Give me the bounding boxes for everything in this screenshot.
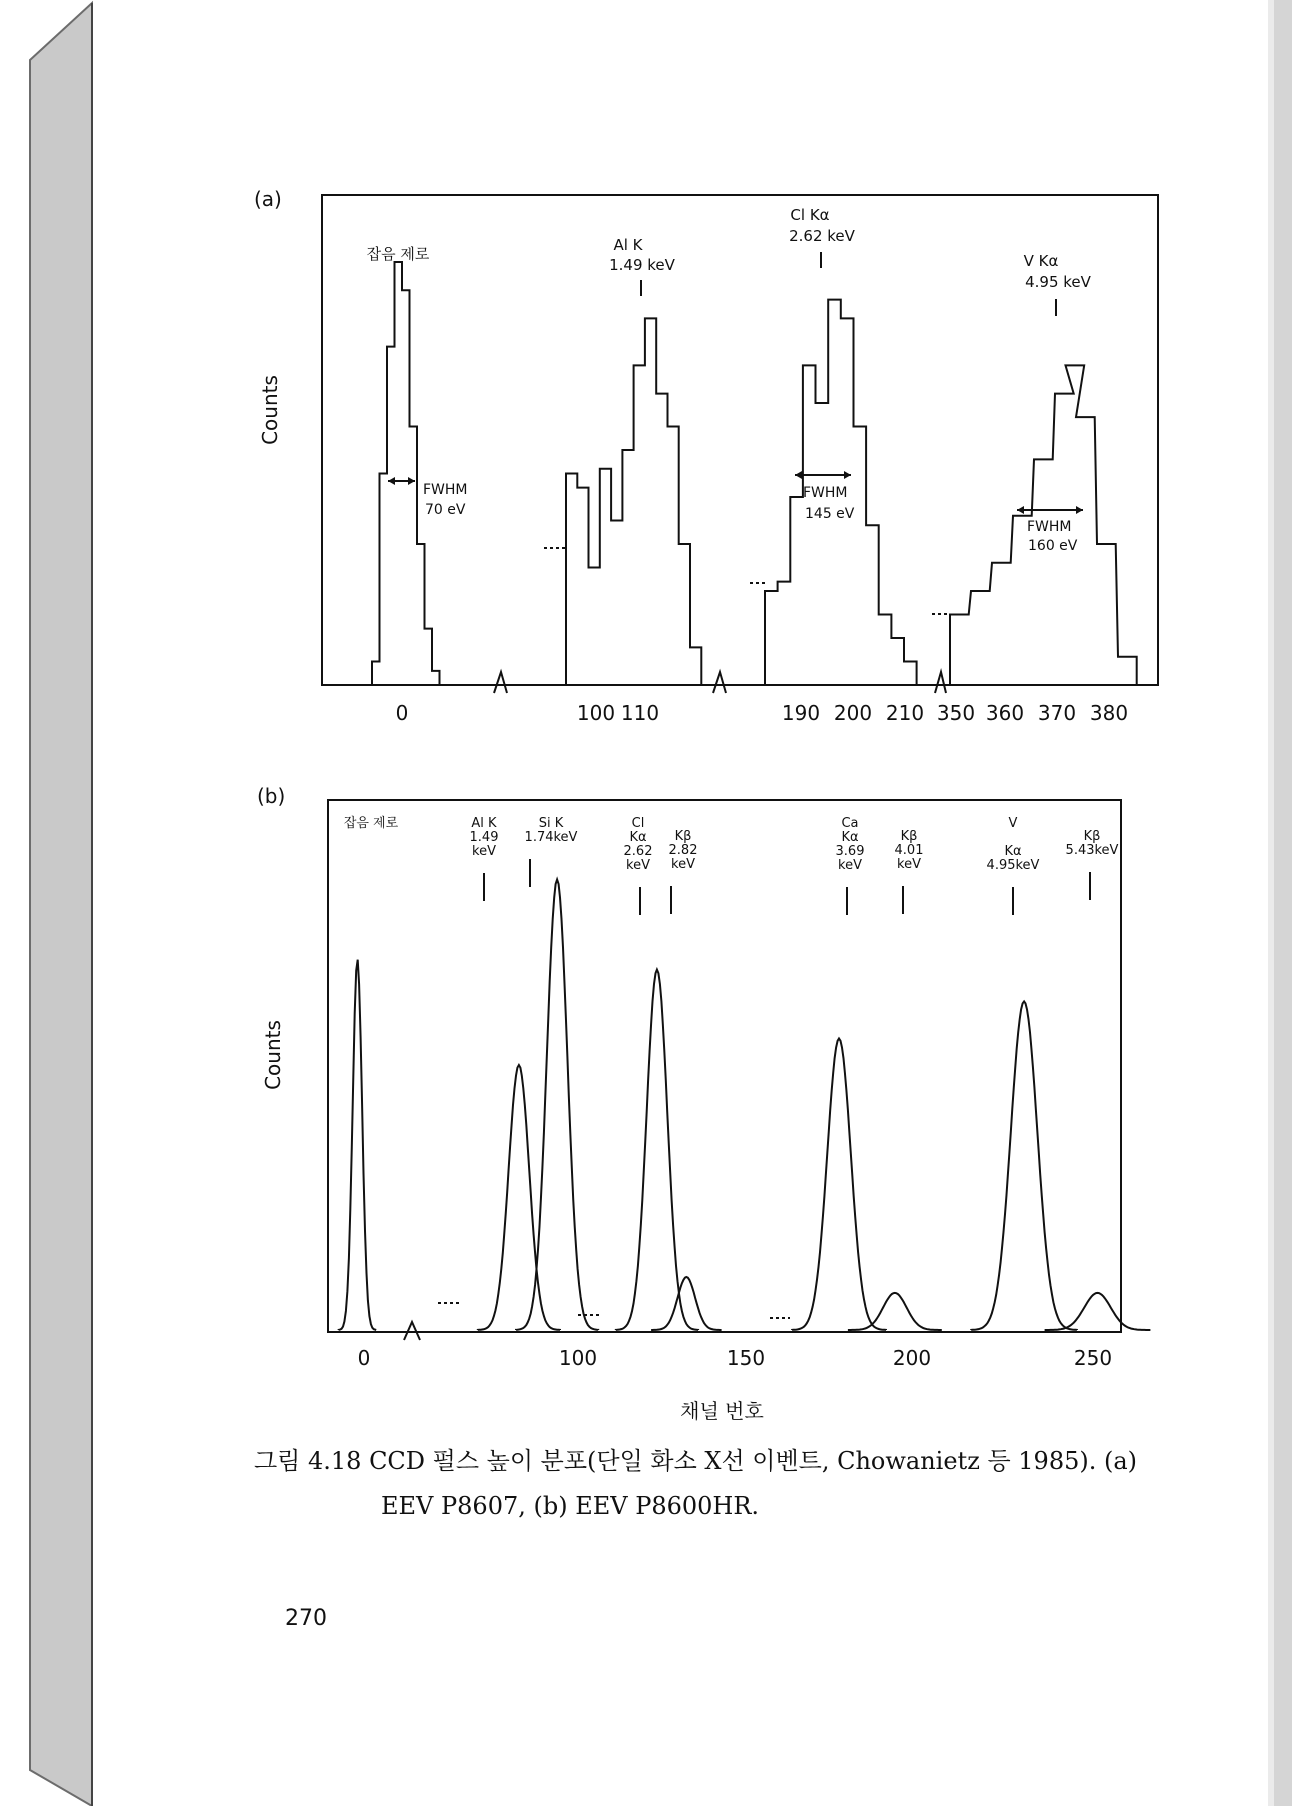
peak-label-line: Kβ (674, 829, 692, 844)
tick-label: 370 (1037, 701, 1077, 725)
panel-b-xticks (358, 1346, 1112, 1370)
tick-label: 200 (833, 701, 873, 725)
fwhm-annotation-3 (1017, 506, 1083, 554)
peak-label-line: Cl (631, 816, 645, 831)
panel-a-xticks (396, 701, 1128, 725)
peak-label-group (470, 816, 499, 901)
fwhm-annotation-2 (795, 471, 855, 522)
peak-label-line: Kα (1004, 844, 1022, 859)
tick-label: 210 (885, 701, 925, 725)
peak-noise-zero (339, 960, 377, 1330)
fwhm-label: FWHM (1027, 519, 1072, 535)
peak-label-al-k-energy: 1.49 keV (609, 256, 675, 274)
panel-a-ylabel: Counts (258, 375, 282, 445)
tick-label: 380 (1089, 701, 1129, 725)
peak-al-k (478, 1065, 560, 1330)
peak-label-line: Kα (629, 830, 647, 845)
axis-break-3 (935, 672, 946, 693)
peak-label-line: keV (897, 857, 921, 872)
panel-b-peak-labels (344, 815, 1119, 915)
peak-ca-kb (848, 1293, 942, 1330)
tick-label: 250 (1073, 1346, 1113, 1370)
peak-label-line: 2.62 (623, 844, 653, 859)
histogram-noise-zero (372, 262, 440, 685)
tick-label: 110 (620, 701, 660, 725)
peak-si-k (516, 880, 598, 1331)
tick-label: 150 (726, 1346, 766, 1370)
page-number: 270 (285, 1606, 327, 1631)
peak-label-line: keV (626, 858, 650, 873)
tick-label: 200 (892, 1346, 932, 1370)
peak-label-group (669, 829, 698, 914)
panel-b-label: (b) (257, 784, 286, 808)
fwhm-label: FWHM (423, 482, 468, 498)
peak-label-noise-zero: 잡음 제로 (366, 245, 430, 263)
peak-label-line: 5.43keV (1065, 843, 1119, 858)
peak-label-line: Kα (841, 830, 859, 845)
peak-label-v-ka: V Kα (1023, 252, 1059, 270)
peak-label-group (525, 816, 578, 887)
peak-label-group (344, 815, 399, 831)
peak-label-v-ka-energy: 4.95 keV (1025, 273, 1091, 291)
peak-label-group (987, 816, 1040, 915)
panel-a-histograms (372, 262, 1137, 685)
peak-label-line: keV (472, 844, 496, 859)
peak-v-ka (971, 1001, 1077, 1330)
peak-label-line: 1.49 (469, 830, 499, 845)
peak-label-line: 4.01 (894, 843, 924, 858)
peak-label-line: 3.69 (835, 844, 865, 859)
tick-label: 0 (395, 701, 409, 725)
panel-b-spectrum (339, 880, 1151, 1331)
peak-ca-ka (792, 1039, 886, 1331)
peak-label-group (1066, 829, 1119, 900)
peak-label-group (624, 816, 653, 915)
peak-cl-ka (616, 970, 698, 1330)
fwhm-value: 160 eV (1028, 538, 1078, 554)
tick-label: 350 (936, 701, 976, 725)
book-spine (30, 3, 92, 1806)
histogram-al-k (566, 318, 701, 685)
axis-break-2 (713, 672, 726, 693)
peak-label-line: Kβ (1083, 829, 1101, 844)
peak-label-line: V (1008, 816, 1018, 831)
panel-a-label: (a) (254, 187, 282, 211)
peak-label-line: Al K (471, 816, 497, 831)
panel-b-xlabel: 채널 번호 (680, 1399, 764, 1423)
fwhm-label: FWHM (803, 485, 848, 501)
peak-label-line: keV (671, 857, 695, 872)
tick-label: 190 (781, 701, 821, 725)
peak-v-kb (1045, 1293, 1151, 1330)
peak-label-line: 2.82 (668, 843, 698, 858)
panel-b-ylabel: Counts (261, 1020, 285, 1090)
tick-label: 100 (576, 701, 616, 725)
peak-label-group (895, 829, 924, 914)
fwhm-value: 70 eV (425, 502, 466, 518)
axis-break-1 (494, 672, 507, 693)
peak-label-line: Ca (841, 816, 859, 831)
peak-label-line: Kβ (900, 829, 918, 844)
tick-label: 0 (357, 1346, 371, 1370)
peak-label-al-k: Al K (613, 236, 643, 254)
peak-label-cl-ka: Cl Kα (790, 206, 830, 224)
peak-label-line: 잡음 제로 (343, 816, 399, 831)
peak-label-cl-ka-energy: 2.62 keV (789, 227, 855, 245)
peak-label-line: 4.95keV (986, 858, 1040, 873)
tick-label: 360 (985, 701, 1025, 725)
tick-label: 100 (558, 1346, 598, 1370)
figure-caption-line2: EEV P8607, (b) EEV P8600HR. (381, 1492, 760, 1520)
figure-caption-line1: 그림 4.18 CCD 펄스 높이 분포(단일 화소 X선 이벤트, Chowanietz 등 1985). (a) (254, 1447, 1138, 1475)
fwhm-annotation-1 (388, 477, 468, 518)
fwhm-value: 145 eV (805, 506, 855, 522)
peak-label-line: keV (838, 858, 862, 873)
peak-label-group (836, 816, 865, 915)
peak-label-line: 1.74keV (524, 830, 578, 845)
peak-label-line: Si K (538, 816, 564, 831)
